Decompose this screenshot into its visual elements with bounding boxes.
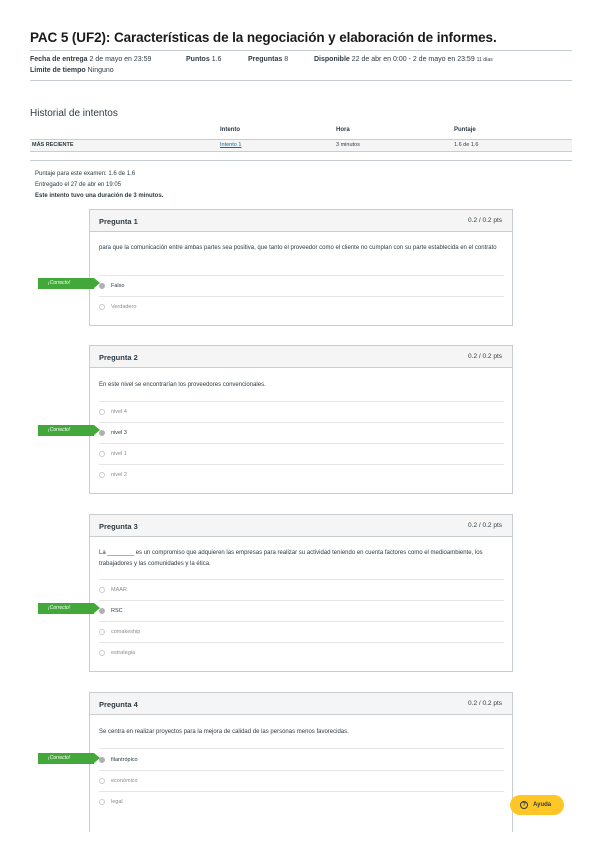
questions-count: Preguntas 8 <box>248 56 289 63</box>
question-circle-icon: ? <box>520 801 528 809</box>
question-text: para que la comunicación entre ambas partes sea positiva, que tanto el proveedor como el cliente no cumplan con su parte establecida en el contrato <box>99 245 497 251</box>
correct-badge: ¡Correcto! <box>38 425 94 436</box>
answer-option: legal <box>111 799 123 805</box>
points: Puntos 1.6 <box>186 56 222 63</box>
answer-option: RSC <box>111 608 123 614</box>
answer-option: nivel 3 <box>111 430 127 436</box>
answer-radio[interactable] <box>99 451 105 457</box>
time-limit: Límite de tiempo Ninguno <box>30 67 114 74</box>
question-header <box>90 210 512 232</box>
answer-radio[interactable] <box>99 587 105 593</box>
divider <box>30 80 572 81</box>
divider <box>99 422 504 423</box>
correct-badge: ¡Correcto! <box>38 603 94 614</box>
answer-radio[interactable] <box>99 472 105 478</box>
question-text: En este nivel se encontrarían los proveedores convencionales. <box>99 382 266 388</box>
divider <box>99 464 504 465</box>
history-header-score: Puntaje <box>454 127 476 133</box>
question-header <box>90 693 512 715</box>
answer-option: MAAR <box>111 587 127 593</box>
answer-radio[interactable] <box>99 650 105 656</box>
divider <box>99 401 504 402</box>
page-title: PAC 5 (UF2): Características de la negociación y elaboración de informes. <box>30 30 497 45</box>
score-summary: Puntaje para este examen: 1.6 de 1.6 <box>35 171 136 177</box>
help-button[interactable] <box>510 795 564 815</box>
question-header <box>90 515 512 537</box>
availability: Disponible 22 de abr en 0:00 - 2 de mayo en 23:59 11 días <box>314 56 493 63</box>
answer-radio[interactable] <box>99 799 105 805</box>
question-card <box>89 345 513 494</box>
answer-option: económico <box>111 778 138 784</box>
divider <box>99 579 504 580</box>
correct-badge: ¡Correcto! <box>38 278 94 289</box>
answer-option: Falso <box>111 283 125 289</box>
history-row-score: 1.6 de 1.6 <box>454 142 479 148</box>
question-text: Se centra en realizar proyectos para la mejora de calidad de las personas menos favorecidas. <box>99 729 349 735</box>
question-card <box>89 209 513 326</box>
question-card <box>89 514 513 672</box>
help-label: Ayuda <box>533 802 552 808</box>
divider <box>99 275 504 276</box>
divider <box>99 748 504 749</box>
history-row-label: MÁS RECIENTE <box>32 142 74 148</box>
question-points: 0.2 / 0.2 pts <box>468 217 502 224</box>
answer-option: filantrópico <box>111 757 138 763</box>
divider <box>99 791 504 792</box>
question-text: La ________ es un compromiso que adquieren las empresas para realizar su actividad teniendo en cuenta factores como el medioambiente, los trabajadores y las comunidades y la ética. <box>99 550 483 567</box>
correct-badge: ¡Correcto! <box>38 753 94 764</box>
answer-radio[interactable] <box>99 629 105 635</box>
question-card <box>89 692 513 832</box>
divider <box>99 600 504 601</box>
answer-option: estrategia <box>111 650 136 656</box>
history-row <box>30 139 572 152</box>
history-header-time: Hora <box>336 127 350 133</box>
answer-option: nivel 2 <box>111 472 127 478</box>
answer-option: comakeship <box>111 629 141 635</box>
history-header-attempt: Intento <box>220 127 240 133</box>
duration-summary: Este intento tuvo una duración de 3 minutos. <box>35 193 164 199</box>
divider <box>99 296 504 297</box>
divider <box>99 621 504 622</box>
divider <box>99 642 504 643</box>
answer-option: Verdadero <box>111 304 137 310</box>
question-title: Pregunta 4 <box>99 700 138 709</box>
question-points: 0.2 / 0.2 pts <box>468 522 502 529</box>
divider <box>99 443 504 444</box>
attempt-history-title: Historial de intentos <box>30 108 118 119</box>
answer-radio[interactable] <box>99 778 105 784</box>
question-title: Pregunta 3 <box>99 522 138 531</box>
divider <box>30 50 572 51</box>
due-date: Fecha de entrega 2 de mayo en 23:59 <box>30 56 152 63</box>
answer-option: nivel 1 <box>111 451 127 457</box>
question-points: 0.2 / 0.2 pts <box>468 700 502 707</box>
answer-radio[interactable] <box>99 304 105 310</box>
history-row-time: 3 minutos <box>336 142 360 148</box>
submitted-summary: Entregado el 27 de abr en 19:05 <box>35 182 122 188</box>
question-title: Pregunta 1 <box>99 217 138 226</box>
answer-option: nivel 4 <box>111 409 127 415</box>
divider <box>99 770 504 771</box>
question-header <box>90 346 512 368</box>
answer-radio[interactable] <box>99 409 105 415</box>
divider <box>30 160 572 161</box>
question-title: Pregunta 2 <box>99 353 138 362</box>
question-points: 0.2 / 0.2 pts <box>468 353 502 360</box>
attempt-link[interactable]: Intento 1 <box>220 142 242 148</box>
